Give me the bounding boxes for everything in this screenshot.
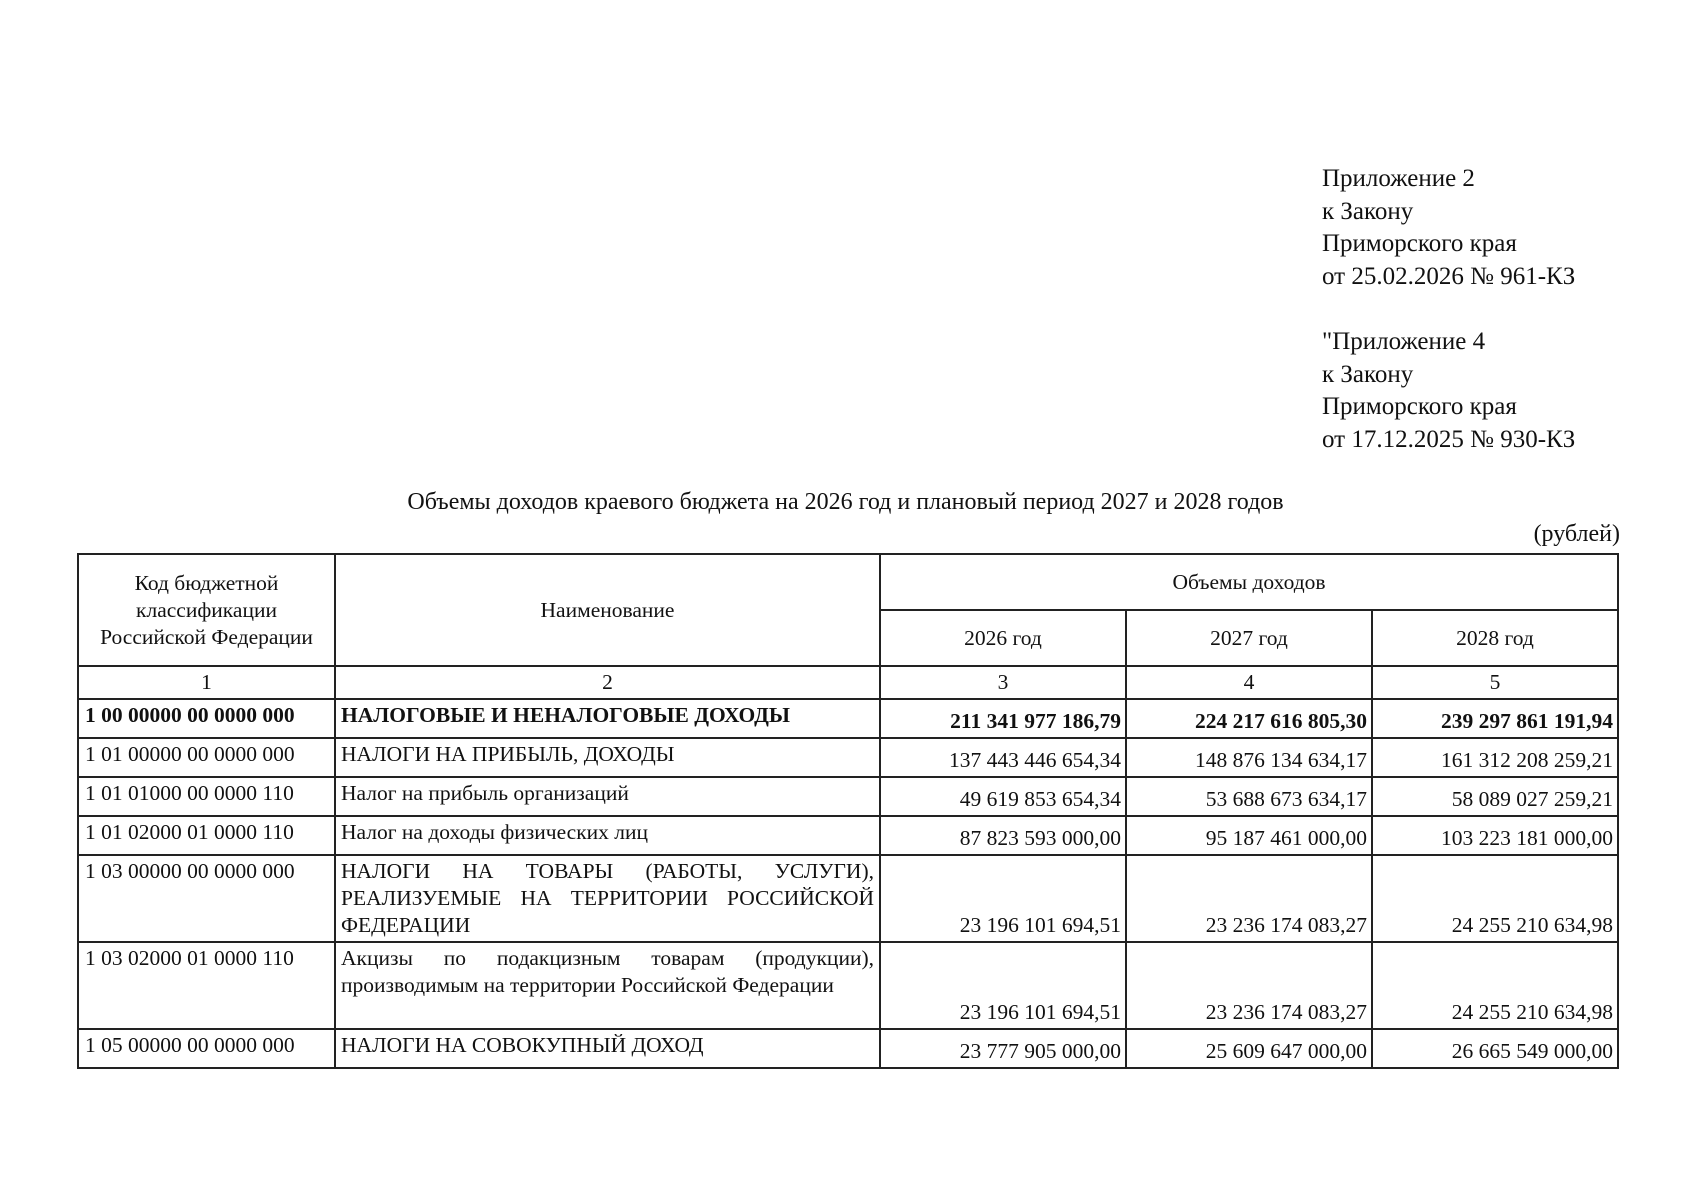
table-row	[78, 942, 1618, 1029]
document-title: Объемы доходов краевого бюджета на 2026 год и плановый период 2027 и 2028 годов	[407, 489, 1284, 515]
table-row	[78, 816, 1618, 855]
column-number: 5	[1372, 666, 1618, 699]
cell-value-2028: 58 089 027 259,21	[1372, 777, 1618, 816]
appendix-amended-line: "Приложение 4	[1322, 328, 1486, 355]
cell-name: Налог на доходы физических лиц	[335, 816, 880, 855]
cell-name: Налог на прибыль организаций	[335, 777, 880, 816]
cell-value-2026: 211 341 977 186,79	[880, 699, 1126, 738]
cell-name: Акцизы по подакцизным товарам (продукции), производимым на территории Российской Федерации	[335, 942, 880, 1029]
cell-value-2026: 137 443 446 654,34	[880, 738, 1126, 777]
cell-value-2026: 87 823 593 000,00	[880, 816, 1126, 855]
table-row	[78, 1029, 1618, 1068]
cell-value-2027: 53 688 673 634,17	[1126, 777, 1372, 816]
cell-value-2028: 26 665 549 000,00	[1372, 1029, 1618, 1068]
header-row	[78, 554, 1618, 610]
appendix-amended-block	[1322, 326, 1575, 456]
cell-value-2026: 23 196 101 694,51	[880, 942, 1126, 1029]
table-body	[78, 699, 1618, 1068]
table-row	[78, 699, 1618, 738]
cell-value-2027: 23 236 174 083,27	[1126, 942, 1372, 1029]
cell-name: НАЛОГОВЫЕ И НЕНАЛОГОВЫЕ ДОХОДЫ	[335, 699, 880, 738]
appendix-amended-line: к Закону	[1322, 360, 1414, 388]
cell-value-2026: 23 777 905 000,00	[880, 1029, 1126, 1068]
header-volumes: Объемы доходов	[880, 554, 1618, 610]
cell-name: НАЛОГИ НА СОВОКУПНЫЙ ДОХОД	[335, 1029, 880, 1068]
appendix-current-line: от 25.02.2026 № 961-КЗ	[1322, 262, 1576, 290]
unit-label: (рублей)	[1533, 521, 1620, 547]
appendix-current-line: Приморского края	[1322, 230, 1517, 257]
table-row	[78, 777, 1618, 816]
cell-code: 1 01 01000 00 0000 110	[78, 777, 335, 816]
cell-value-2027: 23 236 174 083,27	[1126, 855, 1372, 942]
cell-code: 1 03 00000 00 0000 000	[78, 855, 335, 942]
cell-value-2028: 103 223 181 000,00	[1372, 816, 1618, 855]
cell-value-2028: 24 255 210 634,98	[1372, 942, 1618, 1029]
header-year-2026: 2026 год	[880, 610, 1126, 666]
column-number: 4	[1126, 666, 1372, 699]
cell-value-2027: 95 187 461 000,00	[1126, 816, 1372, 855]
appendix-amended-line: Приморского края	[1322, 393, 1517, 420]
header-name: Наименование	[335, 554, 880, 666]
header-year-2027: 2027 год	[1126, 610, 1372, 666]
cell-value-2028: 161 312 208 259,21	[1372, 738, 1618, 777]
cell-name: НАЛОГИ НА ПРИБЫЛЬ, ДОХОДЫ	[335, 738, 880, 777]
table-row	[78, 738, 1618, 777]
table-row	[78, 855, 1618, 942]
cell-value-2027: 224 217 616 805,30	[1126, 699, 1372, 738]
cell-code: 1 03 02000 01 0000 110	[78, 942, 335, 1029]
cell-code: 1 00 00000 00 0000 000	[78, 699, 335, 738]
column-number-row	[78, 666, 1618, 699]
appendix-amended-line: от 17.12.2025 № 930-КЗ	[1322, 425, 1576, 453]
cell-value-2028: 239 297 861 191,94	[1372, 699, 1618, 738]
column-number: 2	[335, 666, 880, 699]
cell-code: 1 01 02000 01 0000 110	[78, 816, 335, 855]
column-number: 3	[880, 666, 1126, 699]
revenue-table	[77, 553, 1619, 1069]
cell-value-2027: 25 609 647 000,00	[1126, 1029, 1372, 1068]
cell-code: 1 05 00000 00 0000 000	[78, 1029, 335, 1068]
appendix-current-block	[1322, 163, 1575, 293]
header-code: Код бюджетной классификации Российской Федерации	[78, 554, 335, 666]
cell-code: 1 01 00000 00 0000 000	[78, 738, 335, 777]
cell-name: НАЛОГИ НА ТОВАРЫ (РАБОТЫ, УСЛУГИ), РЕАЛИЗУЕМЫЕ НА ТЕРРИТОРИИ РОССИЙСКОЙ ФЕДЕРАЦИИ	[335, 855, 880, 942]
table-header	[78, 554, 1618, 699]
appendix-current-line: Приложение 2	[1322, 165, 1475, 192]
column-number: 1	[78, 666, 335, 699]
appendix-current-line: к Закону	[1322, 197, 1414, 225]
cell-value-2026: 23 196 101 694,51	[880, 855, 1126, 942]
cell-value-2026: 49 619 853 654,34	[880, 777, 1126, 816]
header-year-2028: 2028 год	[1372, 610, 1618, 666]
cell-value-2028: 24 255 210 634,98	[1372, 855, 1618, 942]
cell-value-2027: 148 876 134 634,17	[1126, 738, 1372, 777]
